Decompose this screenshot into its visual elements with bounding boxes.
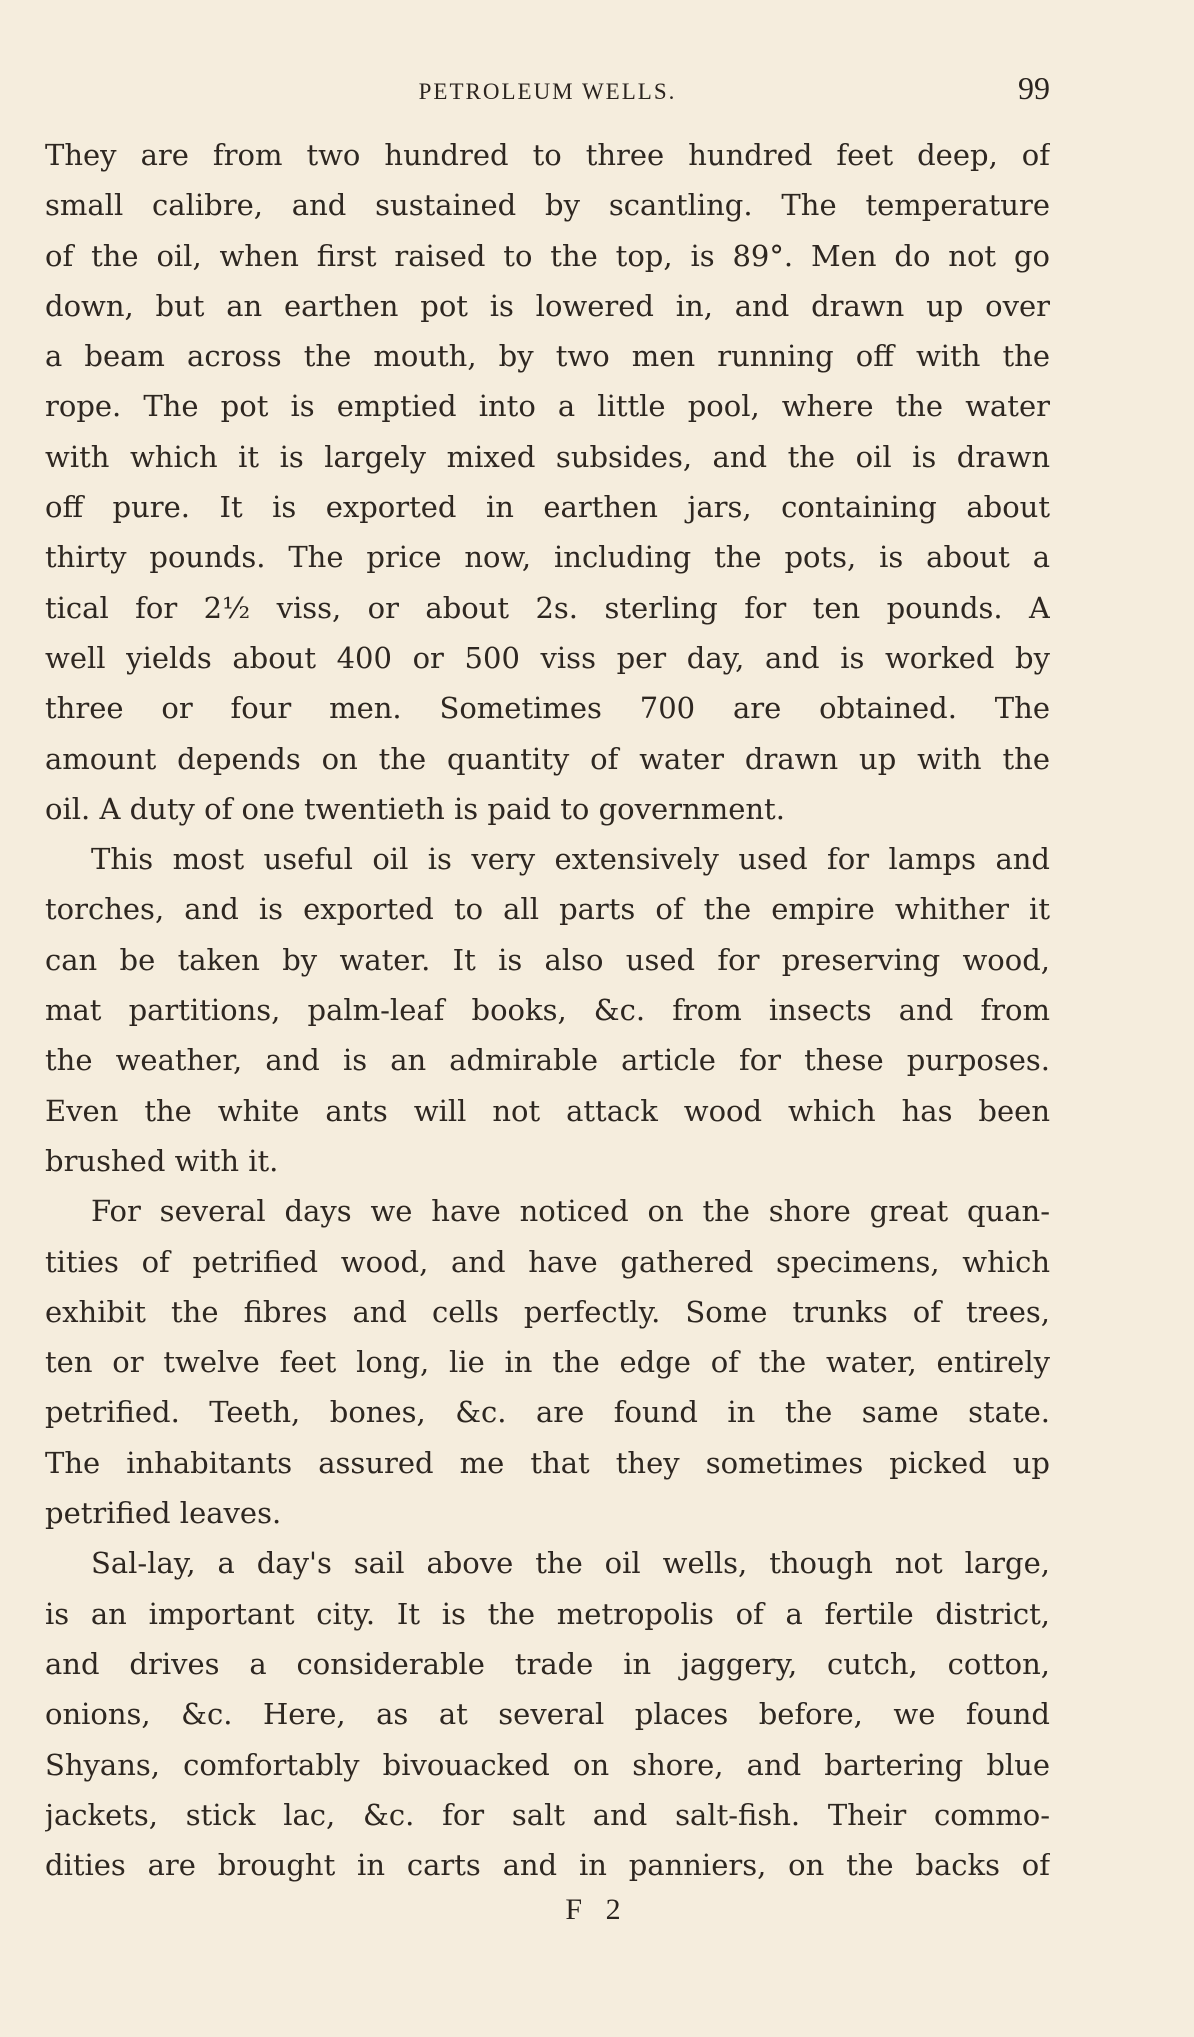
text-line: with which it is largely mixed subsides, and the oil is drawn	[45, 439, 1050, 474]
text-line: down, but an earthen pot is lowered in, and drawn up over	[45, 288, 1050, 323]
text-line: mat partitions, palm-leaf books, &c. from insects and from	[45, 993, 1050, 1028]
text-line: exhibit the fibres and cells perfectly. Some trunks of trees,	[45, 1294, 1050, 1329]
text-line: jackets, stick lac, &c. for salt and salt-fish. Their commo-	[45, 1797, 1050, 1832]
text-line: They are from two hundred to three hundred feet deep, of	[45, 138, 1050, 172]
text-line: thirty pounds. The price now, including the pots, is about a	[45, 540, 1050, 575]
page-number: 99	[1018, 70, 1050, 106]
text-line: and drives a considerable trade in jaggery, cutch, cotton,	[45, 1646, 1050, 1681]
text-line: The inhabitants assured me that they sometimes picked up	[45, 1445, 1050, 1480]
text-line: is an important city. It is the metropolis of a fertile district,	[45, 1596, 1050, 1631]
text-line: rope. The pot is emptied into a little pool, where the water	[45, 389, 1050, 424]
text-line: amount depends on the quantity of water drawn up with the	[45, 741, 1050, 776]
text-line: of the oil, when first raised to the top, is 89°. Men do not go	[45, 238, 1050, 273]
text-line: small calibre, and sustained by scantling. The temperature	[45, 188, 1050, 223]
text-line: torches, and is exported to all parts of the empire whither it	[45, 892, 1050, 927]
text-line: petrified leaves.	[45, 1496, 282, 1531]
text-line: ten or twelve feet long, lie in the edge of the water, entirely	[45, 1345, 1050, 1380]
paragraph-start-line: This most useful oil is very extensively used for lamps and	[91, 842, 1050, 877]
text-line: three or four men. Sometimes 700 are obtained. The	[45, 691, 1050, 726]
text-line: can be taken by water. It is also used for preserving wood,	[45, 942, 1050, 977]
body-text	[45, 130, 1050, 1890]
paragraph-start-line: For several days we have noticed on the shore great quan-	[91, 1194, 1050, 1229]
text-line: brushed with it.	[45, 1143, 279, 1178]
text-line: petrified. Teeth, bones, &c. are found in the same state.	[45, 1395, 1050, 1430]
text-line: off pure. It is exported in earthen jars, containing about	[45, 490, 1050, 525]
text-line: onions, &c. Here, as at several places before, we found	[45, 1697, 1050, 1732]
text-line: Shyans, comfortably bivouacked on shore, and bartering blue	[45, 1747, 1050, 1782]
text-line: the weather, and is an admirable article for these purposes.	[45, 1043, 1050, 1078]
running-title: PETROLEUM WELLS.	[418, 79, 677, 104]
text-line: Even the white ants will not attack wood which has been	[45, 1093, 1050, 1128]
running-head	[45, 72, 1050, 112]
text-line: well yields about 400 or 500 viss per day, and is worked by	[45, 640, 1050, 675]
paragraph-start-line: Sal-lay, a day's sail above the oil wells, though not large,	[91, 1546, 1050, 1581]
text-line: tical for 2½ viss, or about 2s. sterling for ten pounds. A	[45, 590, 1050, 625]
text-line: dities are brought in carts and in panniers, on the backs of	[45, 1848, 1050, 1883]
text-line: oil. A duty of one twentieth is paid to government.	[45, 791, 785, 826]
text-line: tities of petrified wood, and have gathered specimens, which	[45, 1244, 1050, 1279]
signature-mark: F 2	[565, 1893, 629, 1926]
text-line: a beam across the mouth, by two men running off with the	[45, 339, 1050, 374]
